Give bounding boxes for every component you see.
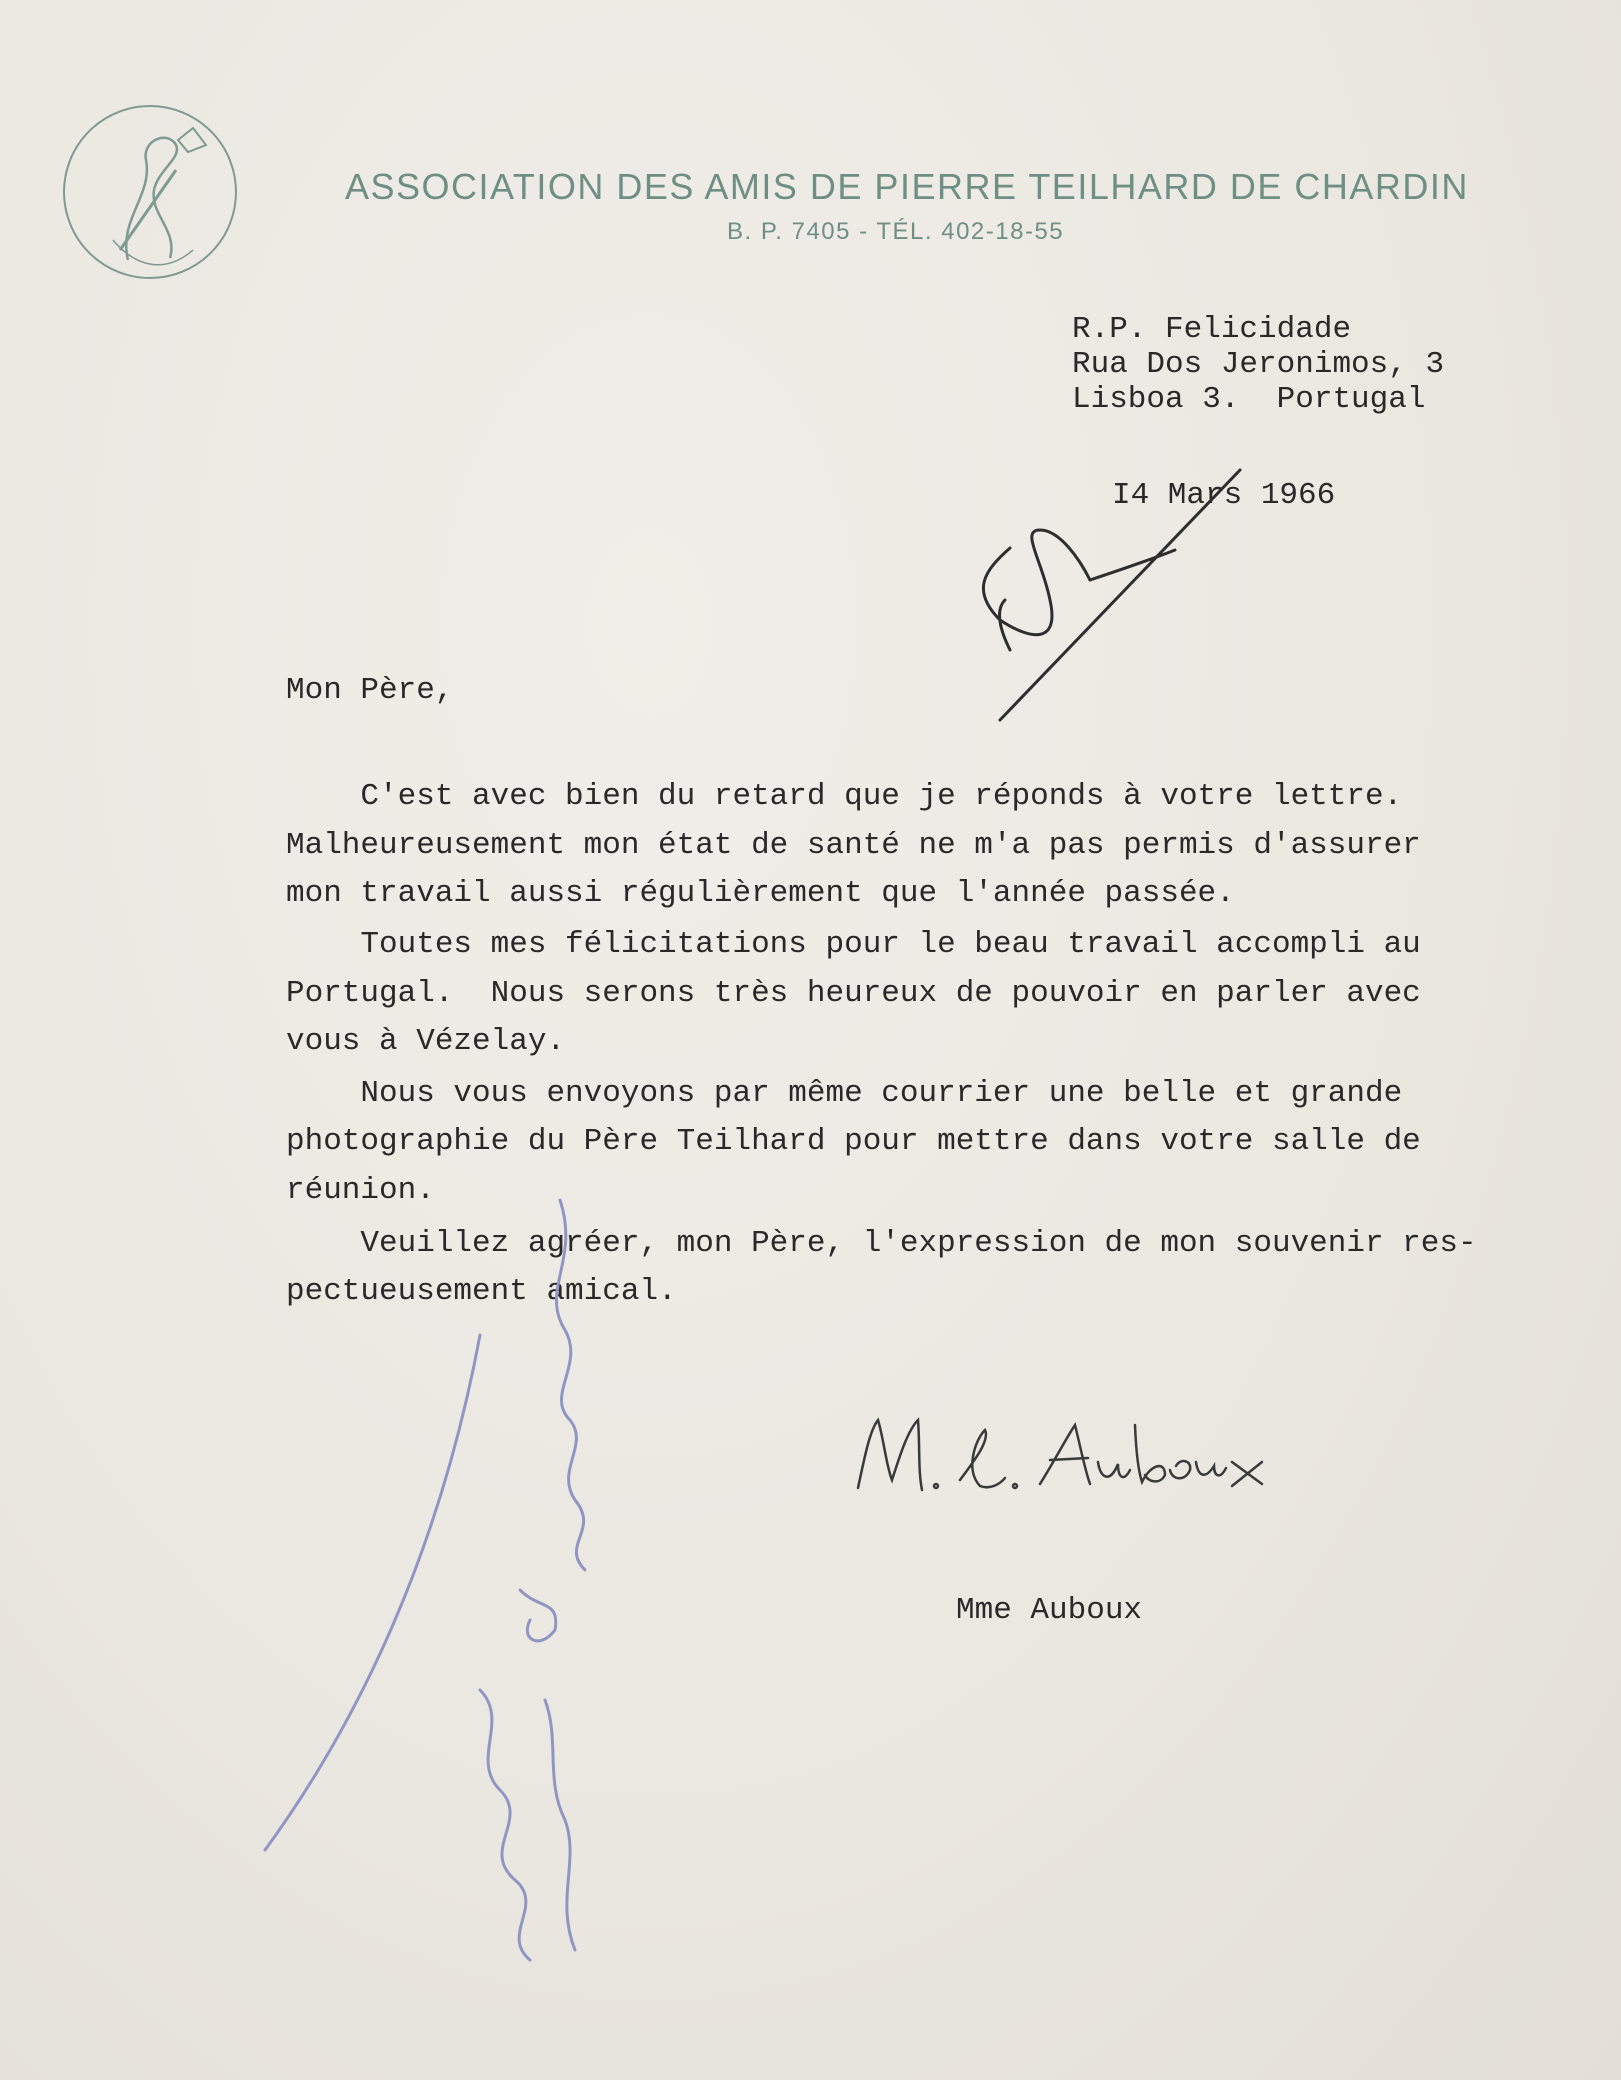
address-line: R.P. Felicidade <box>1072 312 1352 347</box>
body-line: mon travail aussi régulièrement que l'année passée. <box>286 876 1235 911</box>
association-seal-logo <box>58 100 242 284</box>
body-line: Nous vous envoyons par même courrier une belle et grande <box>286 1076 1403 1111</box>
address-line: Lisboa 3. Portugal <box>1072 382 1426 417</box>
blue-pencil-annotation <box>265 1200 585 1960</box>
letter-date: I4 Mars 1966 <box>1112 478 1336 513</box>
body-line: Veuillez agréer, mon Père, l'expression de mon souvenir res- <box>286 1226 1477 1261</box>
handwritten-signature <box>858 1420 1262 1490</box>
letterhead-organization: ASSOCIATION DES AMIS DE PIERRE TEILHARD DE CHARDIN <box>345 166 1469 207</box>
body-line: réunion. <box>286 1173 435 1208</box>
body-line: pectueusement amical. <box>286 1274 677 1309</box>
salutation: Mon Père, <box>286 673 454 708</box>
address-line: Rua Dos Jeronimos, 3 <box>1072 347 1445 382</box>
body-line: Malheureusement mon état de santé ne m'a pas permis d'assurer <box>286 828 1421 863</box>
body-line: Toutes mes félicitations pour le beau travail accompli au <box>286 927 1421 962</box>
body-line: Portugal. Nous serons très heureux de pouvoir en parler avec <box>286 976 1421 1011</box>
body-line: C'est avec bien du retard que je réponds à votre lettre. <box>286 779 1403 814</box>
body-line: vous à Vézelay. <box>286 1024 566 1059</box>
signatory-name: Mme Auboux <box>956 1593 1143 1628</box>
body-line: photographie du Père Teilhard pour mettre dans votre salle de <box>286 1124 1421 1159</box>
letterhead-contact: B. P. 7405 - TÉL. 402-18-55 <box>727 218 1065 245</box>
